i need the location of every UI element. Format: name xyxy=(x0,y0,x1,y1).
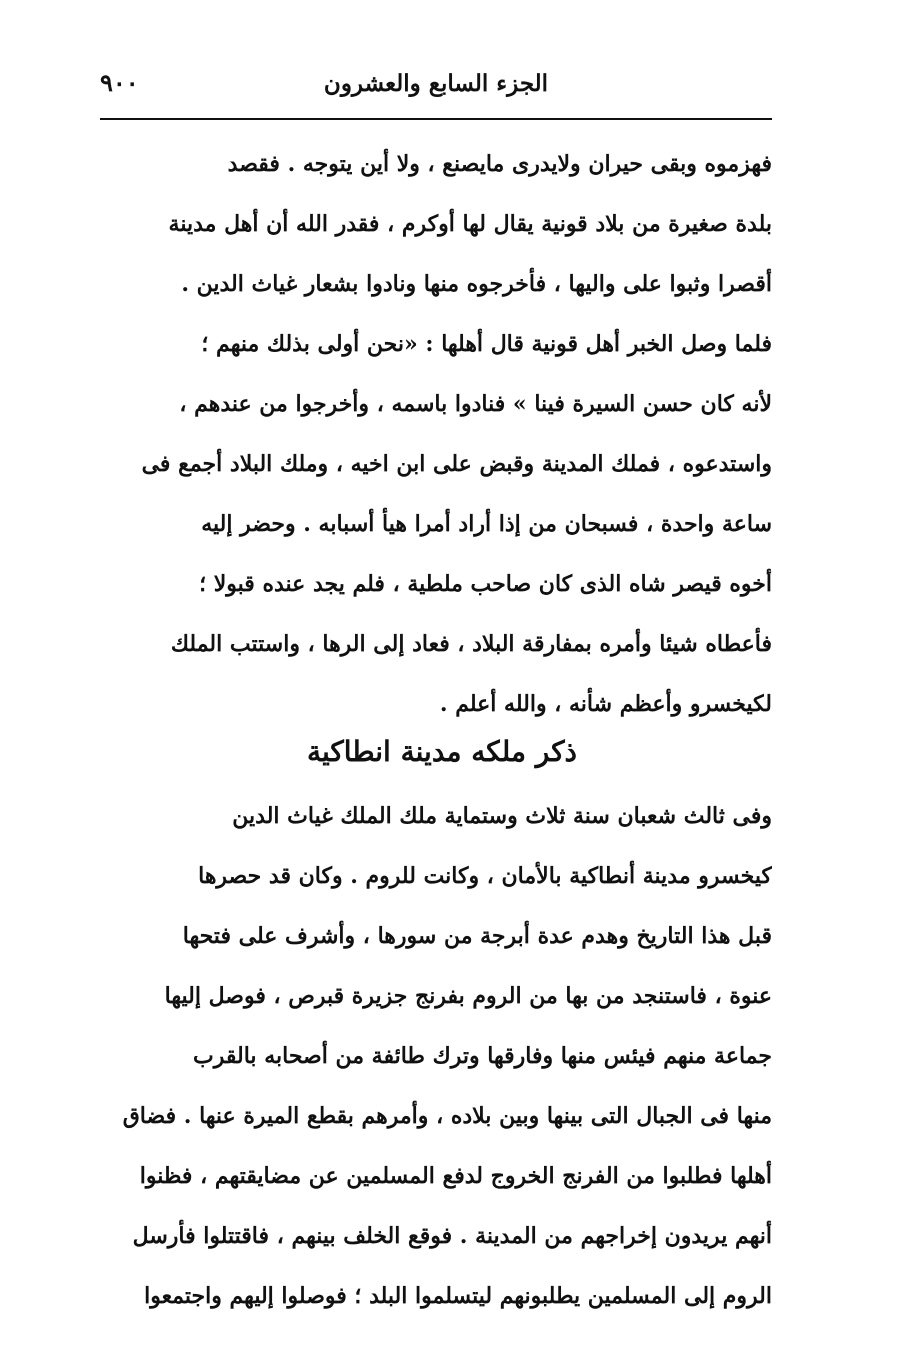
text-line: كيخسرو مدينة أنطاكية بالأمان ، وكانت للروم . وكان قد حصرها xyxy=(198,863,772,889)
paragraph-1 xyxy=(112,134,772,734)
text-line: فأعطاه شيئا وأمره بمفارقة البلاد ، فعاد إلى الرها ، واستتب الملك xyxy=(170,631,772,657)
running-title: الجزء السابع والعشرون xyxy=(323,70,549,97)
text-line: أقصرا وثبوا على واليها ، فأخرجوه منها ونادوا بشعار غياث الدين . xyxy=(181,271,772,297)
text-line: أخوه قيصر شاه الذى كان صاحب ملطية ، فلم يجد عنده قبولا ؛ xyxy=(199,571,772,597)
text-line: فلما وصل الخبر أهل قونية قال أهلها : «نحن أولى بذلك منهم ؛ xyxy=(201,331,772,357)
text-line: قبل هذا التاريخ وهدم عدة أبرجة من سورها ، وأشرف على فتحها xyxy=(182,923,772,949)
text-line: عنوة ، فاستنجد من بها من الروم بفرنج جزيرة قبرص ، فوصل إليها xyxy=(164,983,772,1009)
page-header xyxy=(100,64,772,108)
text-line: منها فى الجبال التى بينها وبين بلاده ، وأمرهم بقطع الميرة عنها . فضاق xyxy=(122,1103,772,1129)
text-line: وفى ثالث شعبان سنة ثلاث وستماية ملك الملك غياث الدين xyxy=(232,803,772,829)
text-line: فهزموه وبقى حيران ولايدرى مايصنع ، ولا أين يتوجه . فقصد xyxy=(227,151,772,177)
text-line: جماعة منهم فيئس منها وفارقها وترك طائفة من أصحابه بالقرب xyxy=(193,1043,772,1069)
text-line: واستدعوه ، فملك المدينة وقبض على ابن اخيه ، وملك البلاد أجمع فى xyxy=(141,451,772,477)
text-line: بلدة صغيرة من بلاد قونية يقال لها أوكرم ، فقدر الله أن أهل مدينة xyxy=(168,211,772,237)
text-line: أهلها فطلبوا من الفرنج الخروج لدفع المسلمين عن مضايقتهم ، فظنوا xyxy=(139,1163,772,1189)
page-number: ٩٠٠ xyxy=(100,68,139,97)
text-line: أنهم يريدون إخراجهم من المدينة . فوقع الخلف بينهم ، فاقتتلوا فأرسل xyxy=(132,1223,772,1249)
text-line: ساعة واحدة ، فسبحان من إذا أراد أمرا هيأ أسبابه . وحضر إليه xyxy=(201,511,772,537)
header-rule xyxy=(100,118,772,120)
text-line: لأنه كان حسن السيرة فينا » فنادوا باسمه ، وأخرجوا من عندهم ، xyxy=(179,391,772,417)
text-line: الروم إلى المسلمين يطلبونهم ليتسلموا البلد ؛ فوصلوا إليهم واجتمعوا xyxy=(144,1283,772,1309)
paragraph-2 xyxy=(112,786,772,1326)
text-line: لكيخسرو وأعظم شأنه ، والله أعلم . xyxy=(439,691,772,717)
section-title: ذكر ملكه مدينة انطاكية xyxy=(306,735,578,768)
